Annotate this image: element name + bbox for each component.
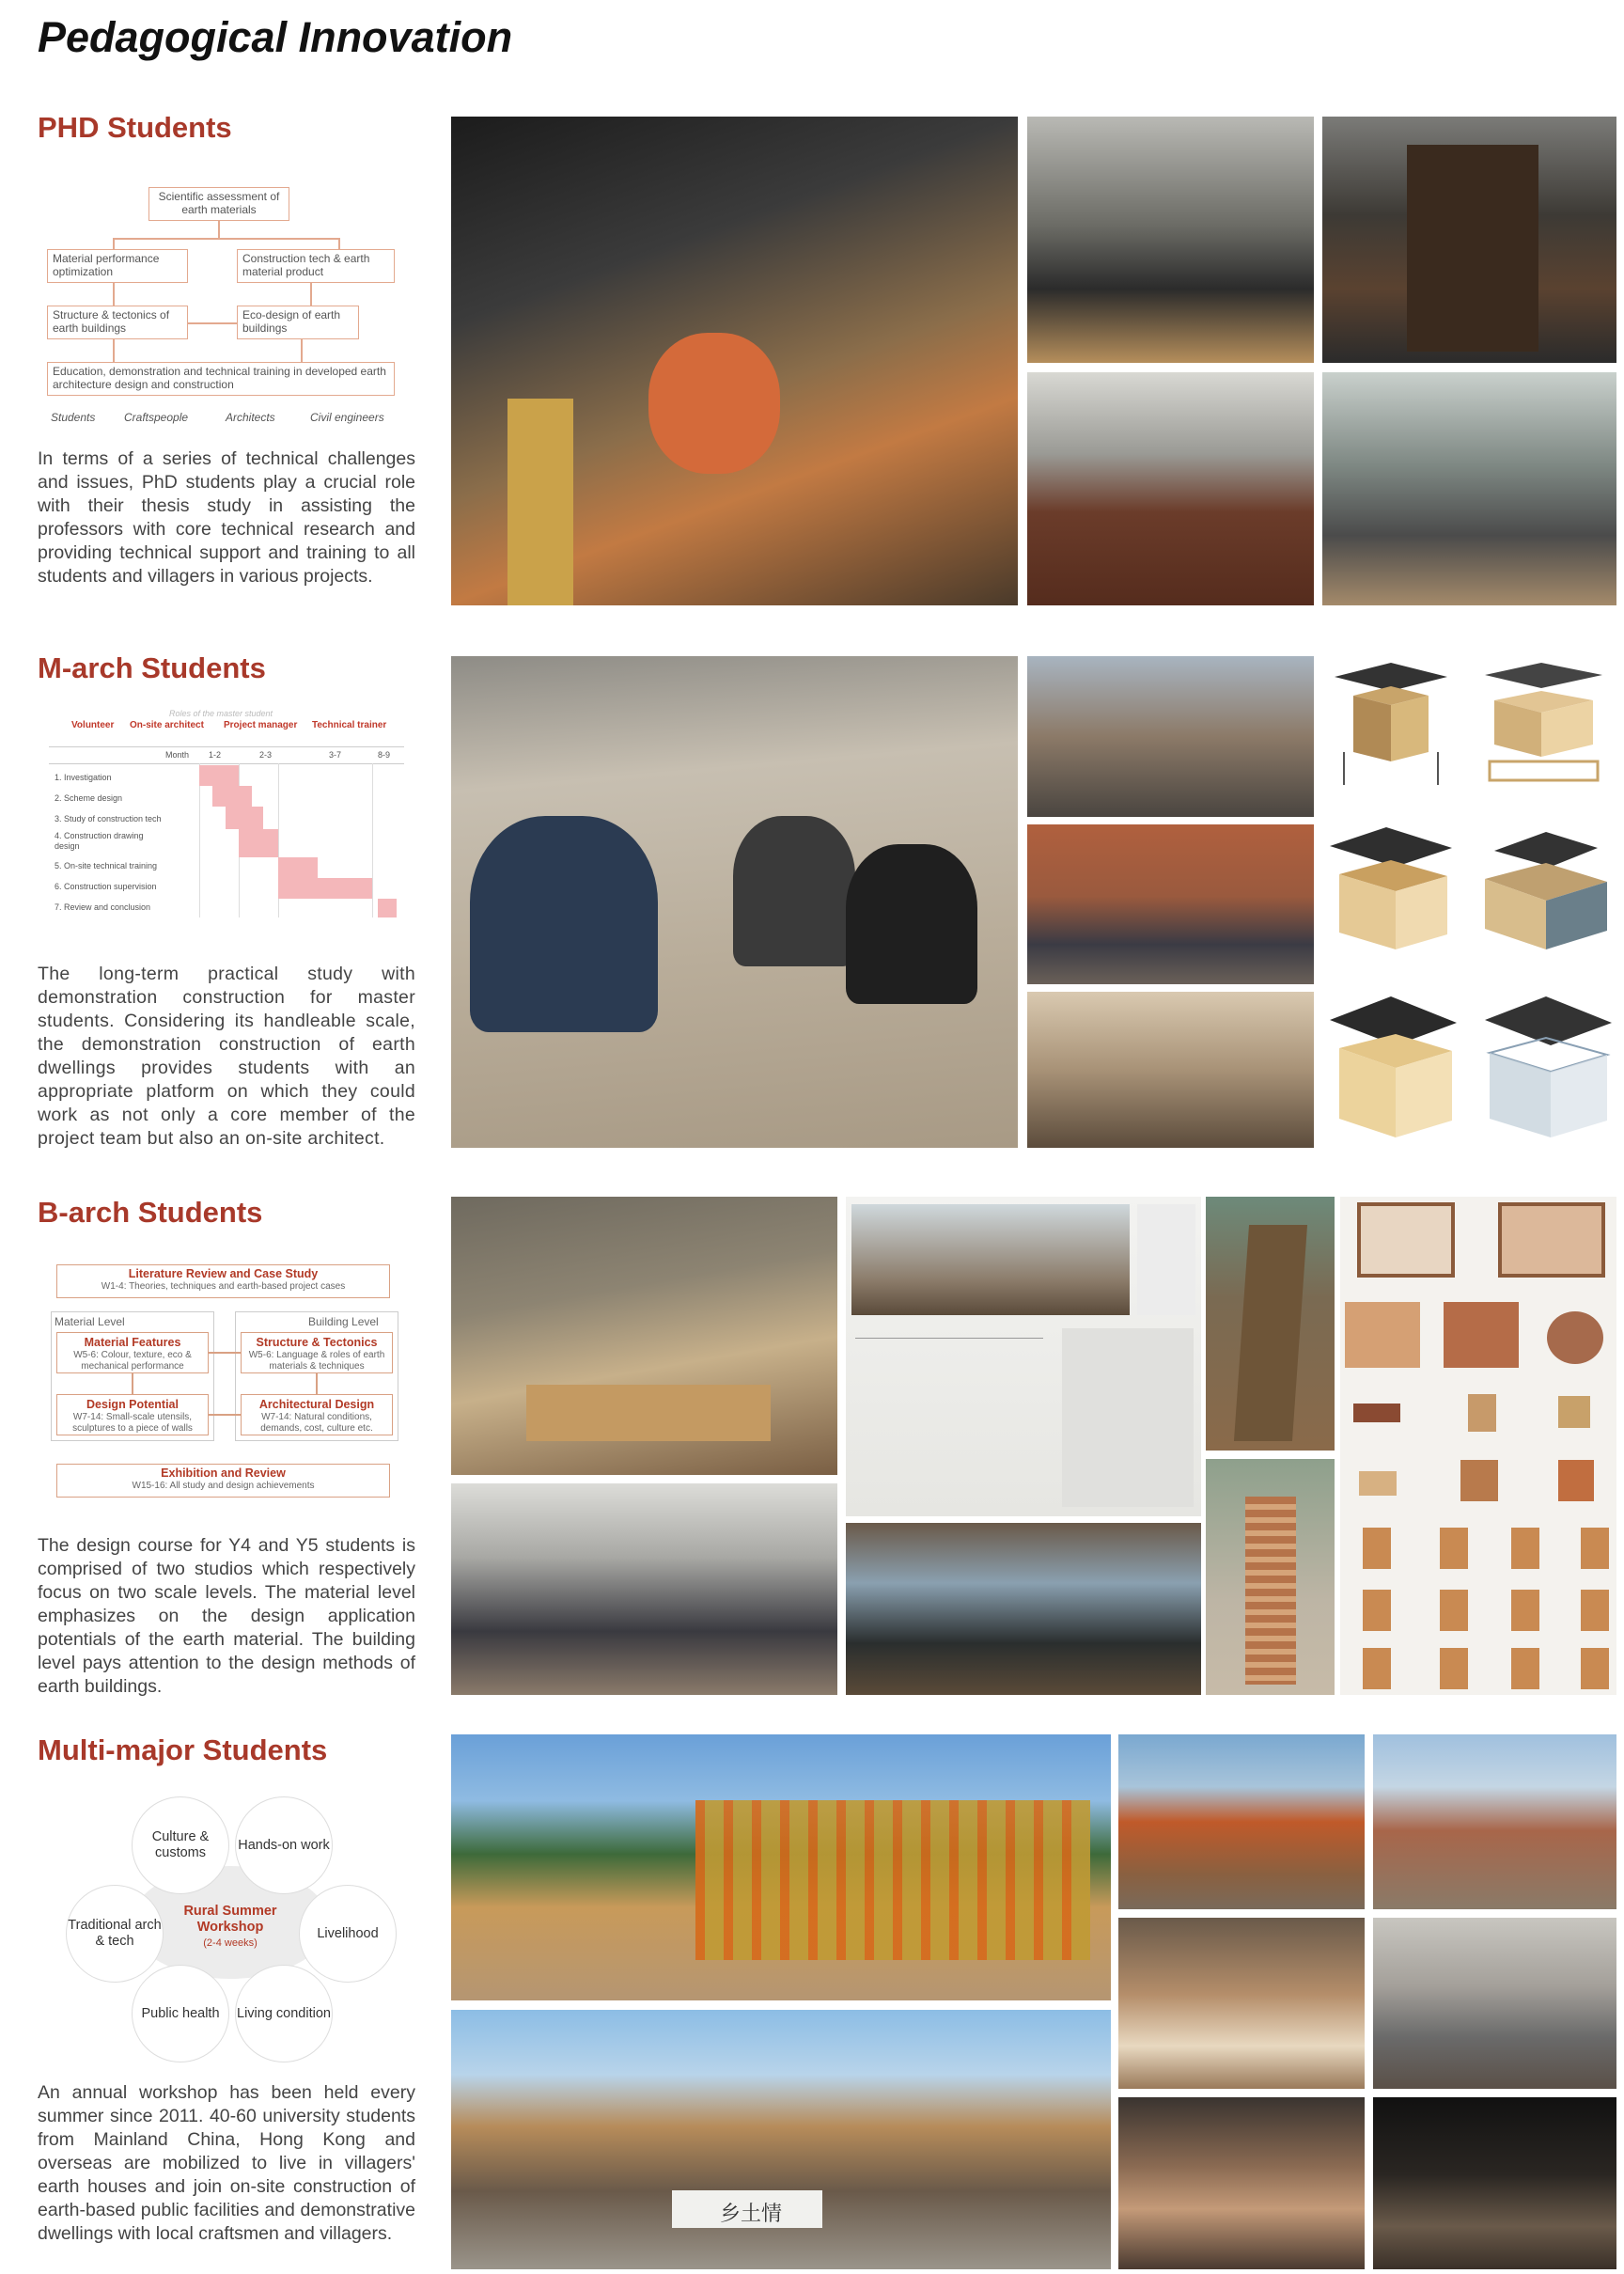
gantt-bar-3 [226, 807, 263, 829]
barch-building-level-label: Building Level [308, 1315, 379, 1328]
march-gantt [38, 707, 414, 923]
center-workshop-title: Rural Summer Workshop [183, 1904, 277, 1935]
axon-model-5 [1330, 996, 1457, 1137]
material-samples-grid [1340, 1197, 1616, 1695]
march-photo-workers [1027, 656, 1314, 817]
multi-photo-crafts [1118, 1918, 1365, 2089]
phd-box-top: Scientific assessment of earth materials [148, 187, 289, 221]
center-workshop-duration: (2-4 weeks) [203, 1937, 258, 1949]
march-photo-site-survey [451, 656, 1018, 1148]
gantt-task-5: 5. On-site technical training [55, 861, 158, 870]
gantt-bar-4 [239, 829, 278, 857]
axonometric-drawings [1325, 658, 1616, 1147]
barch-st-title: Structure & Tectonics [256, 1336, 378, 1349]
barch-exhibition-sub: W15-16: All study and design achievements [132, 1481, 315, 1491]
phd-audience-architects: Architects [226, 411, 275, 424]
phd-photo-computer-lab [1322, 372, 1616, 605]
gantt-task-3: 3. Study of construction tech [55, 814, 162, 823]
barch-box-material-features [56, 1332, 209, 1373]
phd-description: In terms of a series of technical challenges and issues, PhD students play a crucial role with their thesis study in assisting the professors with core technical research and providing technical support and training to all students and villagers in various projects. [38, 448, 415, 587]
barch-box-design-potential [56, 1394, 209, 1435]
phd-photo-press [1322, 117, 1616, 363]
gantt-role-trainer: Technical trainer [312, 720, 387, 730]
barch-literature-title: Literature Review and Case Study [128, 1267, 319, 1280]
march-description: The long-term practical study with demonstration construction for master students. Considering its handleable scale, the demonstration construction of earth dwellings provides students with an appropriate platform on which they could work as not only a core member of the project team but also an on-site architect. [38, 964, 415, 1149]
gantt-bar-2 [212, 786, 252, 807]
barch-description: The design course for Y4 and Y5 students is comprised of two studios which respectively focus on two scale levels. The material level emphasizes on the design application potentials of the earth material. The building level pays attention to the design methods of earth buildings. [38, 1535, 415, 1697]
multi-description: An annual workshop has been held every summer since 2011. 40-60 university students from Mainland China, Hong Kong and overseas are mobilized to live in villagers' earth houses and join on-site construction of earth-based public facilities and demonstrative dwellings with local craftsmen and villagers. [38, 2082, 415, 2244]
multi-photo-formwork-1 [1118, 1734, 1365, 1909]
multi-photo-formwork-2 [1373, 1734, 1616, 1909]
multi-photo-elder [1118, 2097, 1365, 2269]
gantt-caption: Roles of the master student [169, 709, 273, 718]
barch-box-architectural-design [241, 1394, 393, 1435]
gantt-month-3: 3-7 [329, 750, 342, 760]
gantt-task-6: 6. Construction supervision [55, 882, 157, 891]
phd-box-bottom: Education, demonstration and technical training in developed earth architecture design and construction [47, 362, 395, 396]
barch-photo-render [846, 1523, 1201, 1695]
march-photo-group [1027, 824, 1314, 984]
barch-st-sub: W5-6: Language & roles of earth materials & techniques [248, 1350, 385, 1372]
barch-box-exhibition [56, 1464, 390, 1498]
barch-ad-sub: W7-14: Natural conditions, demands, cost, culture etc. [260, 1412, 373, 1434]
multi-photo-villagers [1373, 1918, 1616, 2089]
page-title: Pedagogical Innovation [38, 13, 513, 61]
phd-box-right2: Eco-design of earth buildings [237, 306, 359, 339]
barch-ad-title: Architectural Design [258, 1398, 375, 1411]
barch-section-title: B-arch Students [38, 1196, 263, 1229]
gantt-month-label: Month [165, 750, 190, 760]
multi-photo-night-dance [1373, 2097, 1616, 2269]
gantt-task-7: 7. Review and conclusion [55, 902, 151, 912]
barch-dp-sub: W7-14: Small-scale utensils, sculptures to a piece of walls [72, 1412, 193, 1434]
gantt-role-onsite: On-site architect [130, 720, 204, 730]
phd-box-left2: Structure & tectonics of earth buildings [47, 306, 188, 339]
phd-photo-mixer [451, 117, 1018, 605]
barch-material-level-label: Material Level [55, 1315, 125, 1328]
gantt-task-2: 2. Scheme design [55, 793, 123, 803]
center-workshop-label [169, 1904, 291, 1952]
axon-model-4 [1485, 832, 1607, 949]
gantt-bar-1 [199, 765, 239, 786]
circle-public-health: Public health [132, 1965, 229, 2062]
phd-photo-lab-group [1027, 117, 1314, 363]
phd-audience-civil-engineers: Civil engineers [310, 411, 384, 424]
phd-box-left1: Material performance optimization [47, 249, 188, 283]
barch-diagram [38, 1264, 414, 1499]
gantt-role-pm: Project manager [224, 720, 298, 730]
multi-section-title: Multi-major Students [38, 1733, 328, 1766]
gantt-role-volunteer: Volunteer [71, 720, 115, 730]
barch-photo-design-boards [846, 1197, 1201, 1516]
barch-photo-workshop [451, 1197, 837, 1475]
barch-photo-material-samples [1340, 1197, 1616, 1695]
circle-hands-on-work: Hands-on work [235, 1796, 333, 1894]
barch-photo-earth-column-1 [1206, 1197, 1335, 1451]
axon-model-3 [1330, 827, 1452, 949]
circle-traditional-arch: Traditional arch & tech [66, 1885, 164, 1983]
phd-audience-students: Students [51, 411, 96, 424]
barch-box-structure [241, 1332, 393, 1373]
axon-model-1 [1335, 663, 1447, 785]
barch-photo-earth-column-2 [1206, 1459, 1335, 1695]
barch-photo-class-group [451, 1483, 837, 1695]
gantt-month-4: 8-9 [378, 750, 391, 760]
march-section-title: M-arch Students [38, 651, 266, 684]
barch-box-literature [56, 1264, 390, 1298]
axon-model-6 [1485, 996, 1612, 1137]
gantt-bar-7 [378, 899, 397, 917]
phd-section-title: PHD Students [38, 111, 232, 144]
circle-livelihood: Livelihood [299, 1885, 397, 1983]
gantt-month-2: 2-3 [259, 750, 273, 760]
gantt-task-1: 1. Investigation [55, 773, 112, 782]
phd-diagram [38, 183, 414, 428]
march-axonometric-models [1325, 658, 1616, 1147]
barch-literature-sub: W1-4: Theories, techniques and earth-based project cases [101, 1281, 346, 1292]
phd-photo-test-walls [1027, 372, 1314, 605]
phd-audience-craftspeople: Craftspeople [124, 411, 189, 424]
barch-dp-title: Design Potential [86, 1398, 179, 1411]
circle-culture-customs: Culture & customs [132, 1796, 229, 1894]
barch-mf-sub: W5-6: Colour, texture, eco & mechanical performance [73, 1350, 192, 1372]
phd-box-right1: Construction tech & earth material product [237, 249, 395, 283]
gantt-bar-5 [278, 857, 318, 878]
gantt-task-4: 4. Construction drawing design [55, 831, 144, 851]
gantt-month-1: 1-2 [209, 750, 222, 760]
axon-model-2 [1485, 663, 1602, 780]
march-photo-drafting [1027, 992, 1314, 1148]
multi-photo-construction [451, 1734, 1111, 2000]
group-banner-text: 乡土情 [720, 2203, 783, 2226]
barch-mf-title: Material Features [84, 1336, 181, 1349]
multi-photo-group [451, 2010, 1111, 2269]
barch-exhibition-title: Exhibition and Review [161, 1466, 286, 1480]
circle-living-condition: Living condition [235, 1965, 333, 2062]
multi-workshop-diagram [38, 1791, 414, 2021]
gantt-bar-6 [278, 878, 372, 899]
